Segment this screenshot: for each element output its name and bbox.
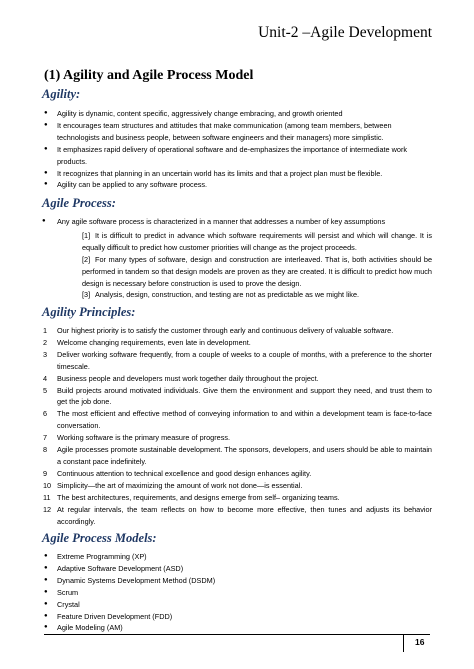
item-number: 3 xyxy=(43,349,48,359)
list-item xyxy=(0,373,474,385)
list-item xyxy=(0,179,474,191)
list-item xyxy=(0,480,474,492)
list-item-text: Agile processes promote sustainable development. The sponsors, developers, and users should be able to maintain a constant pace indefinitely. xyxy=(57,445,432,466)
list-item-text: The best architectures, requirements, and designs emerge from self– organizing teams. xyxy=(57,492,340,502)
item-number: 1 xyxy=(43,326,48,335)
bullet-icon: ● xyxy=(44,169,48,176)
list-item-text: Our highest priority is to satisfy the customer through early and continuous delivery of valuable software. xyxy=(57,326,394,335)
list-item xyxy=(0,599,474,611)
bullet-icon: ● xyxy=(44,588,48,595)
list-item xyxy=(0,587,474,599)
item-number: 7 xyxy=(43,433,48,443)
bullet-icon: ● xyxy=(44,600,48,607)
agility-section xyxy=(0,108,474,191)
item-number: 5 xyxy=(43,385,48,395)
bullet-icon: ● xyxy=(44,121,48,128)
list-item xyxy=(0,468,474,480)
assumption-item xyxy=(0,254,474,290)
agility-heading: Agility: xyxy=(42,87,81,101)
list-item-text: Feature Driven Development (FDD) xyxy=(57,611,173,621)
list-item-text: Working software is the primary measure of progress. xyxy=(57,433,231,443)
list-item xyxy=(0,444,474,468)
footer-divider xyxy=(44,634,430,635)
agile-process-models-section xyxy=(0,551,474,634)
list-item-text: Business people and developers must work together daily throughout the project. xyxy=(57,373,319,383)
bullet-icon: ● xyxy=(44,110,48,116)
list-item xyxy=(0,120,474,144)
list-item xyxy=(0,144,474,168)
list-item-text: It encourages team structures and attitudes that make communication (among team members, between technologists and business people, between software engineers and their managers) more simplistic. xyxy=(57,120,392,142)
footer-separator xyxy=(403,634,404,652)
list-item xyxy=(0,385,474,409)
list-item-text: The most efficient and effective method of conveying information to and within a development team is face-to-face conversation. xyxy=(57,409,432,431)
list-item-text: It emphasizes rapid delivery of operational software and de-emphasizes the importance of intermediate work products. xyxy=(57,144,408,166)
agile-process-heading: Agile Process: xyxy=(42,196,116,210)
page-number: 16 xyxy=(415,637,425,647)
bullet-icon: ● xyxy=(44,624,48,631)
list-item-text: Continuous attention to technical excellence and good design enhances agility. xyxy=(57,468,312,478)
assumption-item xyxy=(0,289,474,301)
list-item-text: Extreme Programming (XP) xyxy=(57,552,147,561)
list-item-text: Agile Modeling (AM) xyxy=(57,623,123,633)
bullet-icon: ● xyxy=(44,576,48,583)
item-number: 9 xyxy=(43,468,48,478)
item-number: 8 xyxy=(43,445,48,455)
list-item-text: Crystal xyxy=(57,599,80,609)
bullet-icon: ● xyxy=(44,564,48,571)
list-item xyxy=(0,492,474,504)
list-item-text: Scrum xyxy=(57,587,79,597)
list-item-text: It recognizes that planning in an uncertain world has its limits and that a project plan must be flexible. xyxy=(57,168,383,178)
list-item xyxy=(0,611,474,623)
bullet-icon: ● xyxy=(44,181,48,188)
assumption-marker: [2] xyxy=(82,254,91,264)
list-item xyxy=(0,622,474,634)
list-item-text: At regular intervals, the team reflects on how to become more effective, then tunes and adjusts its behavior accordingly. xyxy=(57,504,432,526)
list-item-text: Agility is dynamic, content specific, aggressively change embracing, and growth oriented xyxy=(57,109,343,118)
list-item-text: Build projects around motivated individuals. Give them the environment and support they need, and trust them to get the job done. xyxy=(57,385,432,407)
item-number: 10 xyxy=(43,480,52,490)
bullet-icon: ● xyxy=(44,145,48,152)
assumption-text: Analysis, design, construction, and testing are not as predictable as we might like. xyxy=(95,290,360,300)
list-item xyxy=(0,349,474,373)
list-item-text: Welcome changing requirements, even late in development. xyxy=(57,337,251,347)
list-item xyxy=(0,432,474,444)
agility-principles-section xyxy=(0,325,474,527)
list-item xyxy=(0,551,474,563)
list-item-text: Simplicity—the art of maximizing the amount of work not done—is essential. xyxy=(57,480,303,490)
list-item xyxy=(0,216,474,228)
list-item xyxy=(0,575,474,587)
list-item xyxy=(0,408,474,432)
assumption-marker: [3] xyxy=(82,290,91,300)
assumption-marker: [1] xyxy=(82,230,91,240)
item-number: 6 xyxy=(43,409,48,419)
bullet-icon: ● xyxy=(44,612,48,619)
list-item xyxy=(0,563,474,575)
assumption-text: It is difficult to predict in advance which software requirements will persist and which will change. It is equally difficult to predict how customer priorities will change as the project proceeds. xyxy=(82,230,432,252)
item-number: 12 xyxy=(43,504,52,514)
agile-process-intro: Any agile software process is characterized in a manner that addresses a number of key assumptions xyxy=(57,217,386,226)
item-number: 11 xyxy=(43,492,51,502)
list-item xyxy=(0,108,474,120)
list-item-text: Deliver working software frequently, from a couple of weeks to a couple of months, with a preference to the shorter timescale. xyxy=(57,349,432,371)
bullet-icon: ● xyxy=(42,218,46,224)
agile-process-section xyxy=(0,216,474,301)
list-item xyxy=(0,325,474,337)
list-item xyxy=(0,337,474,349)
bullet-icon: ● xyxy=(44,553,48,559)
list-item-text: Dynamic Systems Development Method (DSDM) xyxy=(57,575,216,585)
list-item xyxy=(0,168,474,180)
unit-title: Unit-2 –Agile Development xyxy=(258,24,432,41)
assumption-text: For many types of software, design and construction are interleaved. That is, both activities should be performed in tandem so that design models are proven as they are created. It is difficult to predict how much design is necessary before construction is used to prove the design. xyxy=(82,254,432,288)
agility-principles-heading: Agility Principles: xyxy=(42,305,136,319)
list-item-text: Agility can be applied to any software process. xyxy=(57,180,208,190)
agile-process-models-heading: Agile Process Models: xyxy=(42,531,157,545)
item-number: 2 xyxy=(43,337,48,347)
list-item xyxy=(0,504,474,528)
item-number: 4 xyxy=(43,373,48,383)
main-heading: (1) Agility and Agile Process Model xyxy=(44,68,254,83)
assumption-item xyxy=(0,230,474,254)
list-item-text: Adaptive Software Development (ASD) xyxy=(57,563,184,573)
